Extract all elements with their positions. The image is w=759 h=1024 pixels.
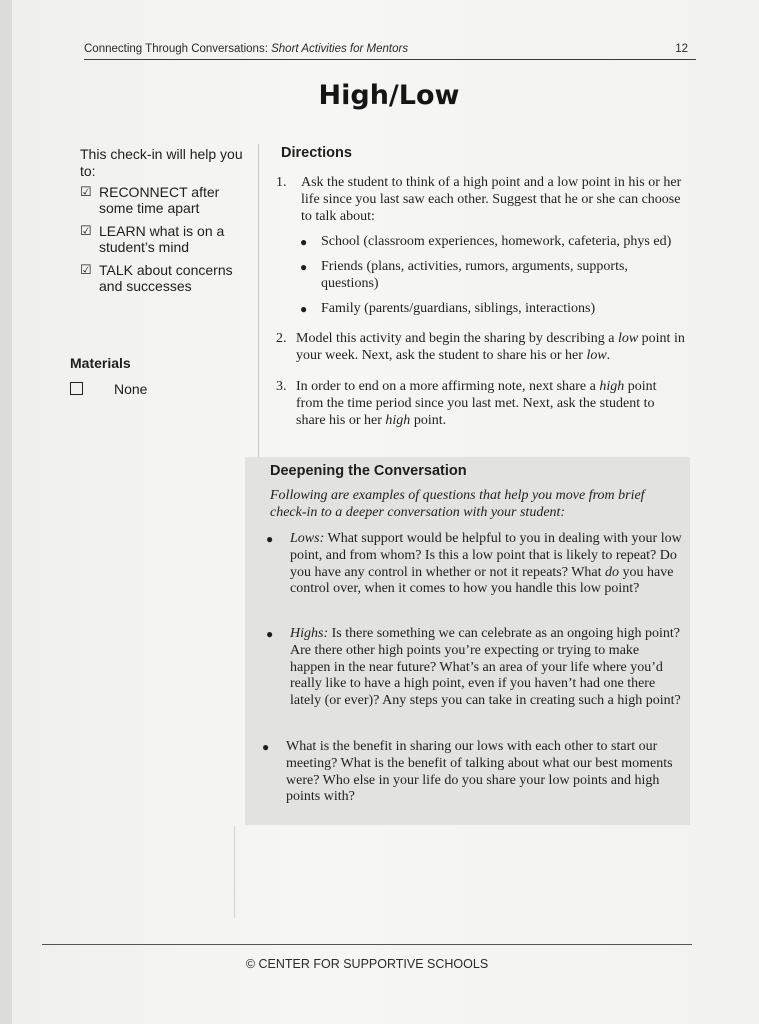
directions-step-3 bbox=[276, 379, 686, 429]
checklist-item bbox=[80, 223, 255, 255]
step-emphasis: high bbox=[599, 379, 625, 394]
step-text-part: point. bbox=[410, 412, 447, 428]
column-divider bbox=[234, 826, 235, 918]
checklist-keyword: RECONNECT bbox=[99, 184, 188, 200]
directions-step-1 bbox=[276, 175, 686, 225]
step-number: 2. bbox=[276, 331, 287, 346]
bullet-icon: ● bbox=[262, 740, 270, 754]
step-text bbox=[296, 379, 686, 429]
checklist-text: after some time apart bbox=[99, 184, 220, 216]
bullet-icon: ● bbox=[300, 235, 308, 249]
footer-rule bbox=[42, 944, 692, 945]
step-text-part: . bbox=[606, 347, 611, 363]
step-number: 3. bbox=[276, 379, 287, 394]
list-item-text: Friends (plans, activities, rumors, arguments, supports, questions) bbox=[321, 259, 628, 291]
list-item bbox=[300, 259, 680, 293]
list-item bbox=[300, 234, 680, 251]
deepening-intro: Following are examples of questions that help you move from brief check-in to a deeper conversation with your student: bbox=[270, 488, 645, 520]
step-emphasis: high bbox=[385, 412, 411, 428]
checked-box-icon: ☑ bbox=[80, 223, 92, 238]
footer-copyright: © CENTER FOR SUPPORTIVE SCHOOLS bbox=[245, 957, 489, 971]
directions-heading: Directions bbox=[281, 145, 352, 161]
step-text-part: point from the time period since you last met. Next, ask the student to share his or her bbox=[296, 379, 657, 428]
list-item-text bbox=[290, 626, 682, 710]
directions-step-2 bbox=[276, 331, 686, 365]
item-label: Lows: bbox=[290, 531, 325, 546]
step-text-part: point in your week. Next, ask the student to share his or her bbox=[296, 331, 685, 363]
deepening-heading: Deepening the Conversation bbox=[270, 463, 467, 479]
page-title: High/Low bbox=[318, 80, 460, 111]
list-item-text: School (classroom experiences, homework, cafeteria, phys ed) bbox=[321, 234, 672, 249]
checklist-item bbox=[80, 184, 255, 216]
item-label: Highs: bbox=[290, 626, 329, 641]
list-item-text bbox=[290, 531, 682, 598]
header-title bbox=[84, 43, 408, 55]
list-item bbox=[266, 531, 682, 598]
checked-box-icon: ☑ bbox=[80, 262, 92, 277]
column-divider bbox=[258, 144, 259, 464]
checklist-keyword: LEARN bbox=[99, 223, 146, 239]
step-text-part: Model this activity and begin the sharing by describing a bbox=[296, 331, 618, 346]
empty-checkbox-icon bbox=[70, 382, 83, 395]
step-emphasis: low bbox=[617, 331, 639, 346]
item-emphasis: do bbox=[605, 564, 620, 580]
checklist-item bbox=[80, 262, 255, 294]
item-text-part: What support would be helpful to you in dealing with your low point, and from whom? Is this a low point that is likely to repeat? Do you have any control in whether or not it repeats? What bbox=[290, 531, 682, 580]
bullet-icon: ● bbox=[300, 302, 308, 316]
step-text: Ask the student to think of a high point and a low point in his or her life since you last saw each other. Suggest that he or she can choose to talk about: bbox=[301, 175, 682, 224]
materials-item: None bbox=[114, 381, 148, 397]
list-item bbox=[266, 626, 682, 710]
checklist-keyword: TALK bbox=[99, 262, 133, 278]
list-item bbox=[262, 739, 678, 806]
step-text-part: In order to end on a more affirming note, next share a bbox=[296, 379, 600, 394]
checklist-text: what is on a student’s mind bbox=[99, 223, 225, 255]
bullet-icon: ● bbox=[300, 260, 308, 274]
step-emphasis: low bbox=[586, 347, 607, 363]
sidebar-intro: This check-in will help you to: bbox=[80, 146, 243, 179]
header-title-main: Connecting Through Conversations: bbox=[84, 43, 272, 55]
list-item-text: Family (parents/guardians, siblings, interactions) bbox=[321, 301, 596, 316]
bullet-icon: ● bbox=[266, 627, 274, 641]
item-text-part: you have control over, when it comes to how you handle this low point? bbox=[290, 564, 674, 597]
list-item-text: What is the benefit in sharing our lows with each other to start our meeting? What is the benefit of talking about what our best moments were? Who else in your life do you share your low points and high points with? bbox=[286, 739, 673, 805]
materials-heading: Materials bbox=[70, 355, 131, 371]
checked-box-icon: ☑ bbox=[80, 184, 92, 199]
step-text bbox=[296, 331, 686, 365]
header-rule bbox=[84, 59, 696, 60]
page-number: 12 bbox=[675, 43, 688, 55]
header-subtitle: Short Activities for Mentors bbox=[271, 43, 409, 55]
checklist-text: about concerns and successes bbox=[99, 262, 233, 294]
item-text-part: Is there something we can celebrate as an ongoing high point? Are there other high points you’re expecting or trying to make happen in the near future? What’s an area of your life where you’d really like to have a high point, even if you haven’t had one there lately (or ever)? Any steps you can take in creating such a high point? bbox=[290, 626, 681, 709]
step-number: 1. bbox=[276, 175, 287, 190]
bullet-icon: ● bbox=[266, 532, 274, 546]
list-item bbox=[300, 301, 680, 318]
